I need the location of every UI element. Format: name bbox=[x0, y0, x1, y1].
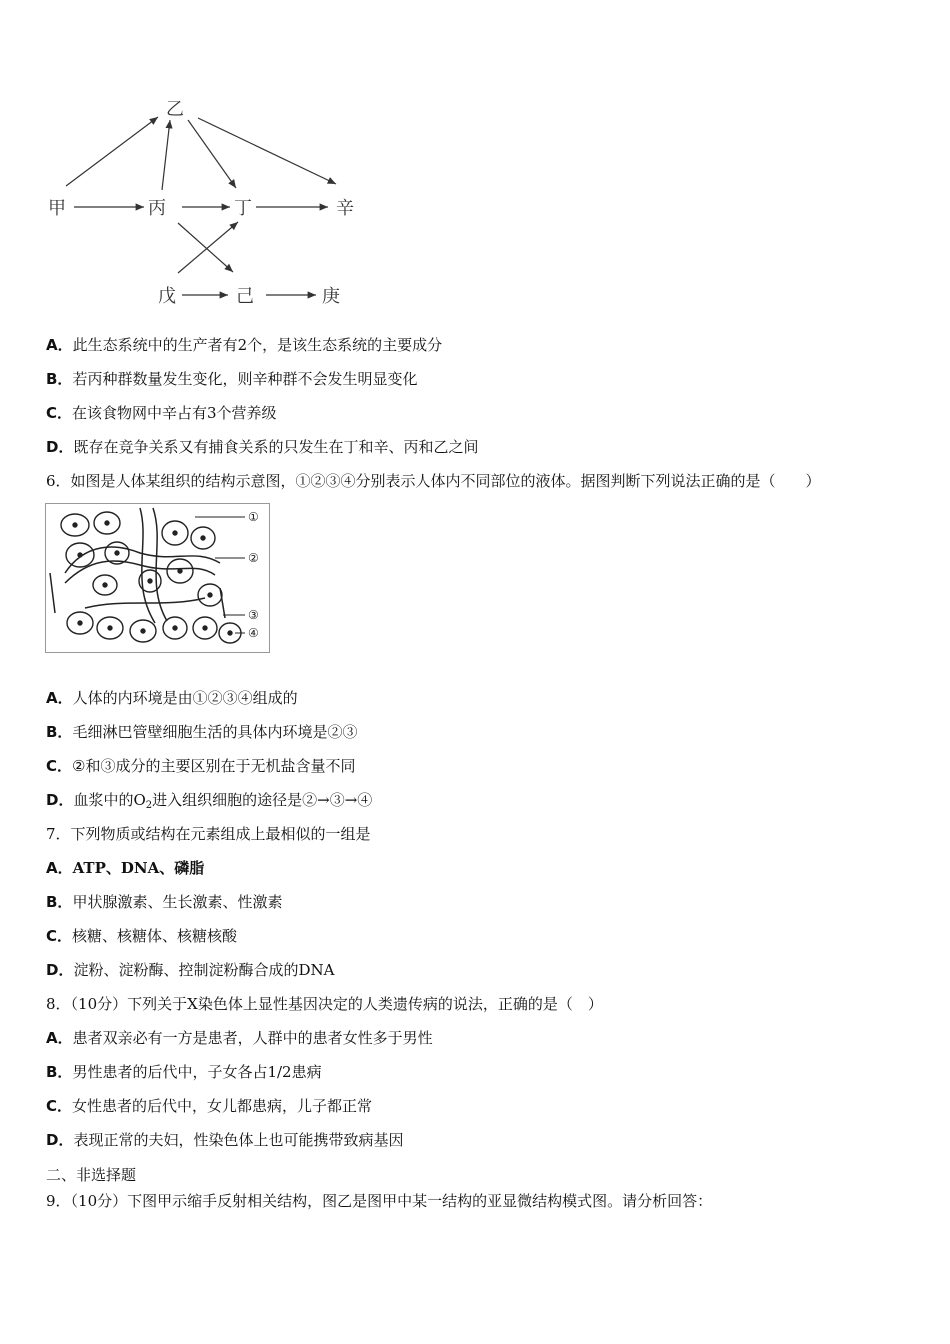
q8-option-b: B．男性患者的后代中，子女各占1/2患病 bbox=[46, 1063, 322, 1081]
node-bing: 丙 bbox=[148, 198, 166, 219]
q9-stem: 9．（10分）下图甲示缩手反射相关结构，图乙是图甲中某一结构的亚显微结构模式图。请分析回答： bbox=[46, 1192, 713, 1210]
q8-option-d: D．表现正常的夫妇，性染色体上也可能携带致病基因 bbox=[46, 1131, 404, 1149]
q8-option-a: A．患者双亲必有一方是患者，人群中的患者女性多于男性 bbox=[46, 1029, 433, 1047]
node-geng: 庚 bbox=[322, 286, 340, 307]
arrow-wu-ding bbox=[178, 222, 238, 273]
q8-stem: 8．（10分）下列关于X染色体上显性基因决定的人类遗传病的说法，正确的是（ ） bbox=[46, 995, 603, 1013]
node-wu: 戊 bbox=[158, 286, 176, 307]
label-4: ④ bbox=[248, 626, 259, 640]
arrow-jia-yi bbox=[66, 117, 158, 186]
section-heading: 二、非选择题 bbox=[46, 1166, 137, 1184]
q5-option-d: D．既存在竞争关系又有捕食关系的只发生在丁和辛、丙和乙之间 bbox=[46, 438, 479, 456]
arrow-bing-ji bbox=[178, 223, 233, 272]
q5-option-b: B．若丙种群数量发生变化，则辛种群不会发生明显变化 bbox=[46, 370, 418, 388]
q7-option-b: B．甲状腺激素、生长激素、性激素 bbox=[46, 893, 283, 911]
tissue-structure-diagram bbox=[45, 503, 270, 653]
label-2: ② bbox=[248, 551, 259, 565]
q7-option-a: A．ATP、DNA、磷脂 bbox=[46, 859, 205, 877]
arrow-yi-ding bbox=[188, 120, 236, 188]
q7-stem: 7．下列物质或结构在元素组成上最相似的一组是 bbox=[46, 825, 371, 843]
q5-option-c: C．在该食物网中辛占有3个营养级 bbox=[46, 404, 277, 422]
q6-option-b: B．毛细淋巴管壁细胞生活的具体内环境是②③ bbox=[46, 723, 358, 741]
arrow-yi-xin bbox=[198, 118, 336, 184]
node-xin: 辛 bbox=[336, 198, 354, 219]
food-web-diagram bbox=[40, 90, 380, 315]
node-ding: 丁 bbox=[234, 198, 252, 219]
arrow-bing-yi bbox=[162, 120, 170, 190]
label-1: ① bbox=[248, 510, 259, 524]
q6-option-d: D．血浆中的$O_2$进入组织细胞的途径是②→③→④ bbox=[46, 791, 373, 811]
q6-option-c: C．②和③成分的主要区别在于无机盐含量不同 bbox=[46, 757, 356, 775]
q7-option-c: C．核糖、核糖体、核糖核酸 bbox=[46, 927, 238, 945]
q8-option-c: C．女性患者的后代中，女儿都患病，儿子都正常 bbox=[46, 1097, 373, 1115]
label-3: ③ bbox=[248, 608, 259, 622]
q6-stem: 6．如图是人体某组织的结构示意图，①②③④分别表示人体内不同部位的液体。据图判断下列说法正确的是（ ） bbox=[46, 472, 821, 490]
q7-option-d: D．淀粉、淀粉酶、控制淀粉酶合成的DNA bbox=[46, 961, 335, 979]
node-jia: 甲 bbox=[48, 198, 66, 219]
node-ji: 己 bbox=[236, 286, 254, 307]
q5-option-a: A．此生态系统中的生产者有2个，是该生态系统的主要成分 bbox=[46, 336, 443, 354]
q6-option-a: A．人体的内环境是由①②③④组成的 bbox=[46, 689, 298, 707]
node-yi: 乙 bbox=[166, 99, 184, 120]
